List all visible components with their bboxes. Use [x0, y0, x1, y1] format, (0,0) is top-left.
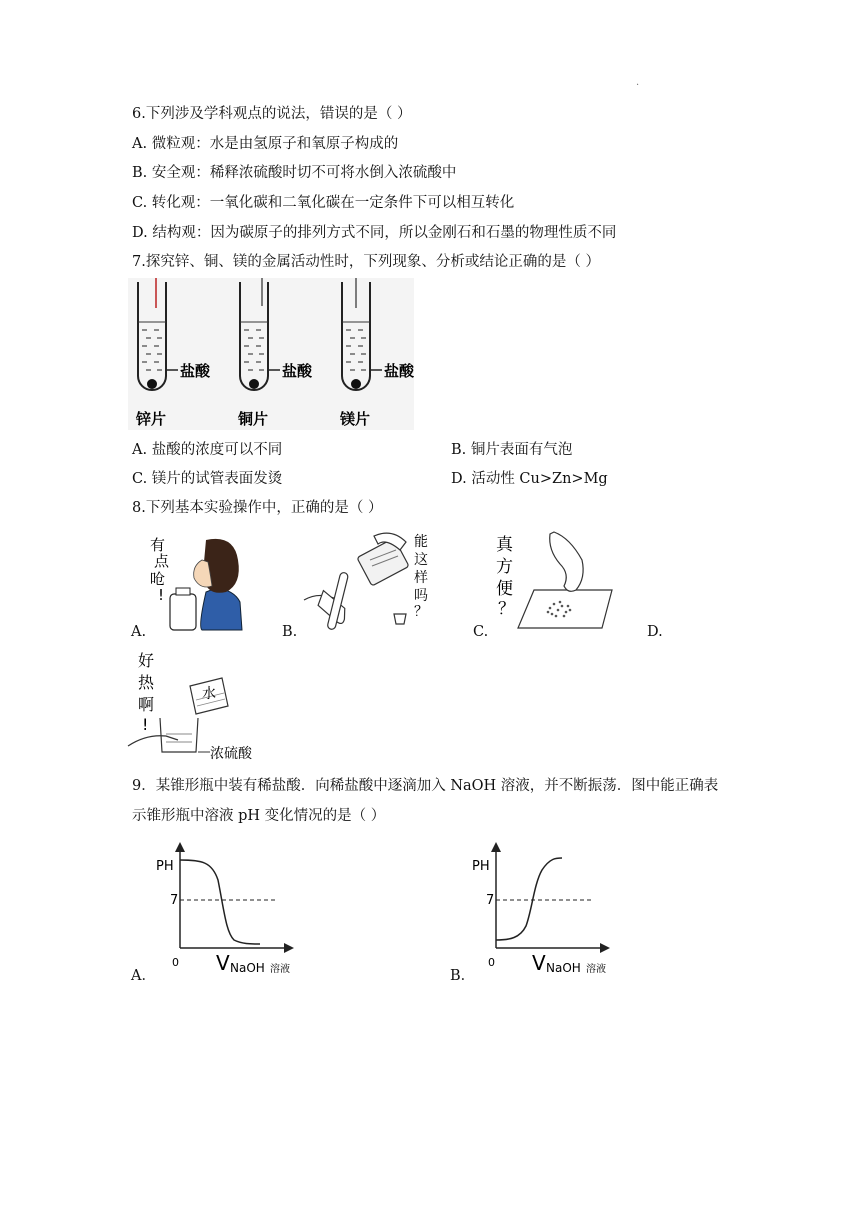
svg-text:!: ! [158, 586, 165, 604]
graph-b-ylabel: PH [472, 859, 490, 874]
q8-option-b-letter: B. [282, 624, 298, 640]
svg-text:NaOH: NaOH [230, 961, 265, 975]
q6-option-a: A. 微粒观：水是由氢原子和氧原子构成的 [132, 136, 399, 152]
q8-option-c-letter: C. [473, 624, 489, 640]
svg-text:？: ？ [498, 599, 515, 619]
svg-text:吗: 吗 [414, 588, 428, 604]
graph-b-tick: 7 [486, 893, 495, 908]
q9-graph-b [466, 840, 636, 980]
svg-text:V: V [216, 951, 230, 975]
svg-text:有: 有 [150, 536, 166, 554]
svg-text:便: 便 [496, 579, 513, 599]
svg-text:能: 能 [414, 534, 428, 550]
q9-option-b-letter: B． [450, 968, 476, 984]
svg-text:真: 真 [496, 535, 513, 555]
graph-a-tick: 7 [170, 893, 179, 908]
graph-a-ylabel: PH [156, 859, 174, 874]
svg-text:NaOH: NaOH [546, 961, 581, 975]
q7-option-a: A. 盐酸的浓度可以不同 [132, 442, 283, 458]
q6-option-b: B. 安全观：稀释浓硫酸时切不可将水倒入浓硫酸中 [132, 165, 457, 181]
svg-text:啊: 啊 [138, 695, 155, 714]
svg-text:V: V [532, 951, 546, 975]
svg-text:溶液: 溶液 [270, 964, 290, 975]
q9-option-a-letter: A． [131, 968, 156, 984]
svg-text:？: ？ [414, 604, 428, 620]
tube-label-zinc: 锌片 [136, 410, 167, 428]
q8-figure-a-smelling [146, 532, 246, 632]
svg-text:这: 这 [414, 552, 428, 568]
q8-option-d-letter: D. [647, 624, 663, 640]
q7-stem: 7.探究锌、铜、镁的金属活动性时，下列现象、分析或结论正确的是（ ） [132, 254, 600, 270]
q6-option-d: D. 结构观：因为碳原子的排列方式不同，所以金刚石和石墨的物理性质不同 [132, 225, 617, 241]
liquid-label-2: 盐酸 [282, 362, 313, 380]
graph-b-origin: 0 [488, 956, 495, 969]
svg-text:!: ! [142, 715, 149, 734]
water-label: 水 [202, 686, 216, 702]
q8-figure-c-solid [490, 528, 620, 636]
q9-graph-a [150, 840, 320, 980]
svg-text:热: 热 [138, 673, 155, 692]
q8-figure-b-pouring [300, 528, 440, 636]
q9-stem-line1: 9．某锥形瓶中装有稀盐酸．向稀盐酸中逐滴加入 NaOH 溶液，并不断振荡．图中能正确表 [132, 778, 719, 794]
q7-test-tube-figure [128, 278, 414, 430]
q6-stem: 6.下列涉及学科观点的说法，错误的是（ ） [132, 106, 412, 122]
svg-text:好: 好 [138, 651, 155, 670]
corner-mark: · [636, 80, 640, 91]
q7-option-b: B. 铜片表面有气泡 [451, 442, 573, 458]
svg-text:点: 点 [154, 552, 170, 570]
tube-label-copper: 铜片 [238, 410, 269, 428]
tube-label-magnesium: 镁片 [340, 410, 371, 428]
q9-stem-line2: 示锥形瓶中溶液 pH 变化情况的是（ ） [132, 808, 386, 824]
q7-option-d: D. 活动性 Cu>Zn>Mg [451, 471, 608, 487]
svg-text:方: 方 [496, 557, 513, 577]
graph-a-origin: 0 [172, 956, 179, 969]
svg-text:呛: 呛 [150, 570, 166, 588]
q6-option-c: C. 转化观：一氧化碳和二氧化碳在一定条件下可以相互转化 [132, 195, 515, 211]
q8-figure-d-diluting-acid [126, 648, 286, 764]
liquid-label-3: 盐酸 [384, 362, 415, 380]
q8-stem: 8.下列基本实验操作中，正确的是（ ） [132, 500, 383, 516]
svg-text:溶液: 溶液 [586, 964, 606, 975]
liquid-label-1: 盐酸 [180, 362, 211, 380]
q7-option-c: C. 镁片的试管表面发烫 [132, 471, 283, 487]
q8-option-a-letter: A. [131, 624, 147, 640]
svg-text:样: 样 [414, 570, 428, 586]
acid-label: 浓硫酸 [210, 746, 252, 762]
